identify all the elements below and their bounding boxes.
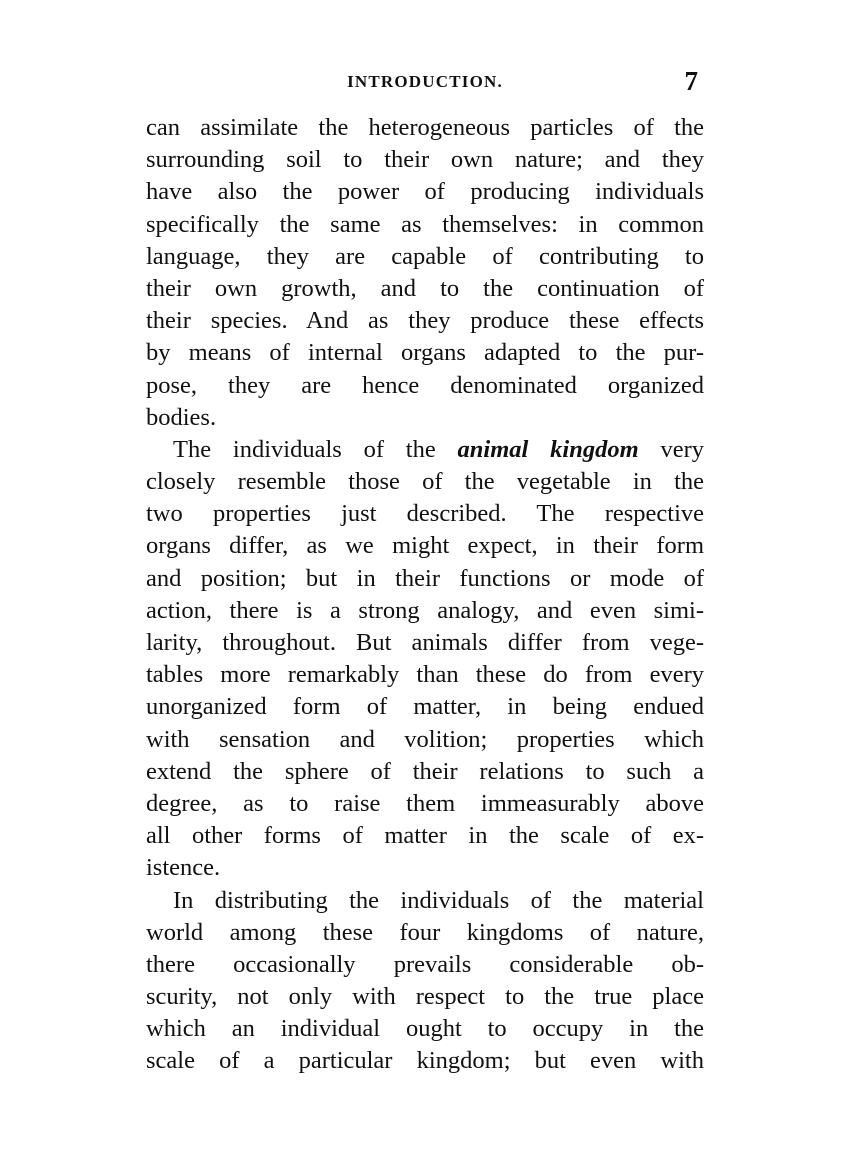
running-head — [146, 66, 704, 104]
text-line: by means of internal organs adapted to the pur- — [146, 339, 704, 367]
text-line: action, there is a strong analogy, and even simi- — [146, 596, 704, 624]
text-line: bodies. — [146, 403, 217, 431]
text-line: closely resemble those of the vegetable in the — [146, 468, 704, 496]
text-line: their species. And as they produce these effects — [146, 307, 704, 335]
text-line: scurity, not only with respect to the true place — [146, 983, 704, 1011]
text-line: and position; but in their functions or mode of — [146, 564, 704, 592]
paragraph — [146, 434, 704, 885]
text-line: scale of a particular kingdom; but even with — [146, 1047, 704, 1075]
text-line: world among these four kingdoms of nature, — [146, 918, 704, 946]
text-line: have also the power of producing individuals — [146, 178, 704, 206]
text-line: specifically the same as themselves: in common — [146, 210, 704, 238]
text-line: language, they are capable of contributing to — [146, 242, 704, 270]
text-line: their own growth, and to the continuation of — [146, 274, 704, 302]
text-line: degree, as to raise them immeasurably above — [146, 789, 704, 817]
text-line: istence. — [146, 854, 221, 882]
text-run: very — [638, 435, 704, 463]
text-line: organs differ, as we might expect, in their form — [146, 532, 704, 560]
body-text — [146, 112, 704, 1078]
paragraph — [146, 885, 704, 1078]
text-line: there occasionally prevails considerable ob- — [146, 950, 704, 978]
text-line: In distributing the individuals of the material — [173, 886, 704, 914]
text-line: all other forms of matter in the scale of ex- — [146, 822, 704, 850]
text-line: larity, throughout. But animals differ from vege- — [146, 629, 704, 656]
text-line: can assimilate the heterogeneous particles of the — [146, 114, 704, 141]
text-run: The individuals of the — [173, 435, 458, 463]
text-line: unorganized form of matter, in being endued — [146, 693, 704, 721]
text-line: pose, they are hence denominated organized — [146, 371, 704, 399]
text-line: tables more remarkably than these do from every — [146, 661, 704, 689]
text-line: two properties just described. The respective — [146, 500, 704, 528]
text-line: extend the sphere of their relations to such a — [146, 757, 704, 785]
running-head-title: INTRODUCTION. — [347, 72, 503, 91]
text-line: surrounding soil to their own nature; and they — [146, 146, 704, 174]
text-line: with sensation and volition; properties which — [146, 725, 704, 753]
italic-term: animal kingdom — [457, 435, 639, 463]
text-line: which an individual ought to occupy in the — [146, 1015, 704, 1043]
page-number: 7 — [684, 66, 698, 96]
paragraph — [146, 112, 704, 434]
text-line — [146, 434, 704, 466]
